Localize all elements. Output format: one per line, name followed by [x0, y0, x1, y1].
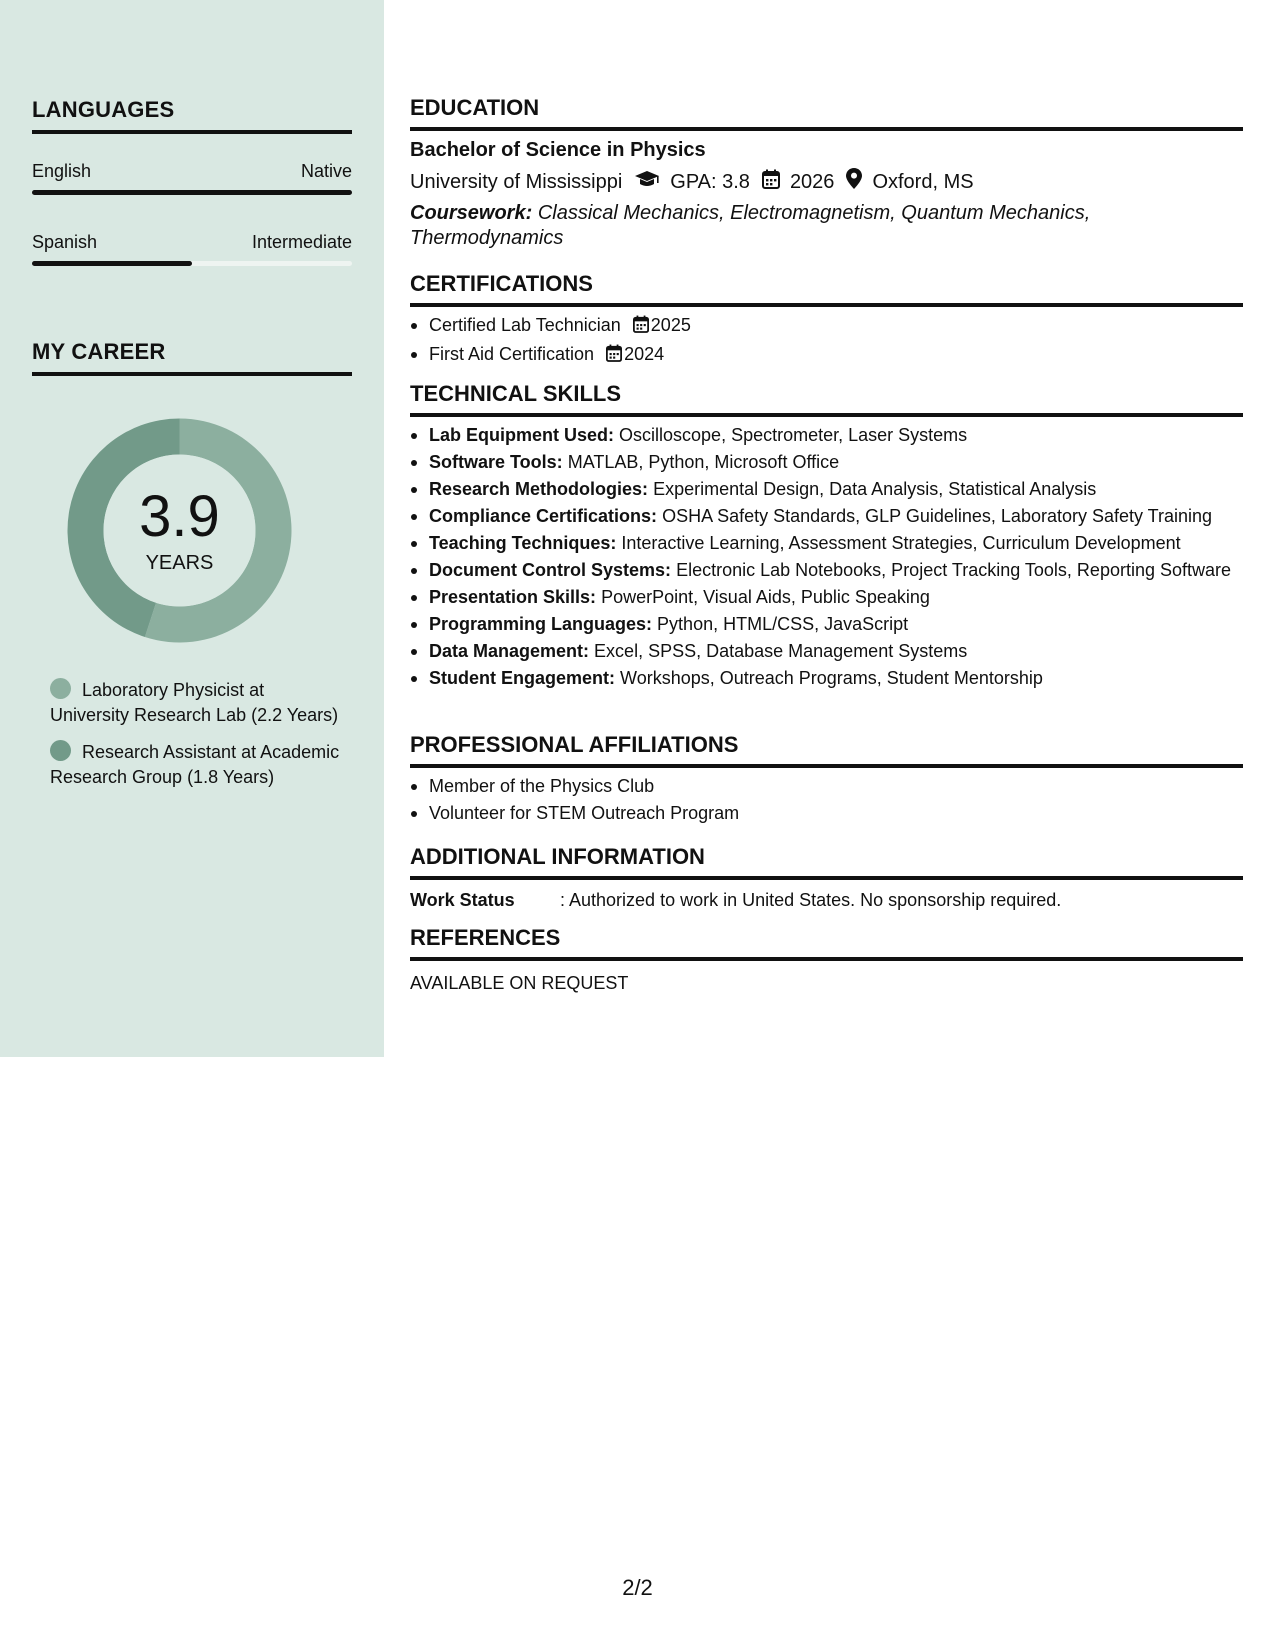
career-legend-label: Research Assistant at Academic Research Group (1.8 Years) — [50, 742, 340, 787]
language-level: Intermediate — [251, 232, 352, 252]
certification-year: 2024 — [624, 344, 665, 364]
affiliations-heading: PROFESSIONAL AFFILIATIONS — [410, 731, 1243, 768]
skill-value: Oscilloscope, Spectrometer, Laser Systems — [619, 425, 968, 445]
certifications-heading: CERTIFICATIONS — [410, 270, 1243, 307]
language-level: Native — [300, 161, 352, 181]
education-section — [410, 94, 1243, 251]
references-section — [410, 924, 1243, 995]
graduation-cap-icon — [634, 169, 660, 195]
language-proficiency-bar — [32, 190, 352, 195]
certification-year: 2025 — [650, 315, 691, 335]
list-item — [410, 450, 1243, 474]
work-status-value: : Authorized to work in United States. No sponsorship required. — [560, 890, 1062, 910]
skill-label: Student Engagement: — [429, 668, 616, 688]
language-proficiency-bar — [32, 261, 352, 266]
list-item — [410, 612, 1243, 636]
list-item: Volunteer for STEM Outreach Program — [410, 801, 1243, 825]
list-item — [410, 423, 1243, 447]
language-name: English — [32, 161, 92, 181]
career-section — [32, 338, 352, 376]
references-text: AVAILABLE ON REQUEST — [410, 973, 629, 993]
education-heading: EDUCATION — [410, 94, 1243, 131]
certifications-section — [410, 270, 1243, 371]
skill-label: Compliance Certifications: — [429, 506, 658, 526]
certifications-list — [410, 313, 1243, 368]
school-name: University of Mississippi — [410, 171, 623, 193]
coursework-list: Classical Mechanics, Electromagnetism, Quantum Mechanics, Thermodynamics — [410, 202, 1091, 249]
list-item — [410, 504, 1243, 528]
career-legend — [50, 678, 340, 802]
career-legend-label: Laboratory Physicist at University Research Lab (2.2 Years) — [50, 680, 339, 725]
affiliations-list — [410, 774, 1243, 825]
skill-label: Programming Languages: — [429, 614, 653, 634]
location-text: Oxford, MS — [872, 171, 974, 193]
legend-dot-icon — [50, 740, 71, 761]
language-proficiency-fill — [32, 190, 352, 195]
career-donut-chart — [66, 417, 293, 644]
coursework — [410, 201, 1243, 251]
career-total-unit: YEARS — [145, 552, 214, 574]
graduation-year: 2026 — [789, 171, 835, 193]
skill-value: Interactive Learning, Assessment Strategies, Curriculum Development — [621, 533, 1181, 553]
skill-label: Research Methodologies: — [429, 479, 649, 499]
technical-skills-heading: TECHNICAL SKILLS — [410, 380, 1243, 417]
skill-value: Workshops, Outreach Programs, Student Mentorship — [620, 668, 1043, 688]
gpa-text: GPA: 3.8 — [670, 171, 750, 193]
skill-value: Excel, SPSS, Database Management Systems — [594, 641, 968, 661]
skill-value: Python, HTML/CSS, JavaScript — [657, 614, 909, 634]
skill-label: Teaching Techniques: — [429, 533, 617, 553]
career-legend-item — [50, 678, 340, 727]
skill-label: Data Management: — [429, 641, 590, 661]
list-item — [410, 342, 1243, 368]
list-item — [410, 558, 1243, 582]
skill-value: PowerPoint, Visual Aids, Public Speaking — [601, 587, 930, 607]
skill-value: OSHA Safety Standards, GLP Guidelines, Laboratory Safety Training — [662, 506, 1213, 526]
work-status-row — [410, 888, 1243, 912]
language-proficiency-fill — [32, 261, 192, 266]
skill-label: Document Control Systems: — [429, 560, 672, 580]
skill-label: Lab Equipment Used: — [429, 425, 615, 445]
skill-label: Presentation Skills: — [429, 587, 597, 607]
references-heading: REFERENCES — [410, 924, 1243, 961]
career-legend-item — [50, 740, 340, 789]
skill-label: Software Tools: — [429, 452, 563, 472]
sidebar — [0, 0, 384, 1057]
language-item — [32, 160, 352, 195]
affiliations-section — [410, 731, 1243, 828]
language-item — [32, 231, 352, 266]
list-item — [410, 313, 1243, 339]
coursework-label: Coursework: — [410, 202, 533, 224]
page-number: 2/2 — [622, 1575, 653, 1600]
list-item — [410, 639, 1243, 663]
skill-value: Electronic Lab Notebooks, Project Tracking Tools, Reporting Software — [676, 560, 1232, 580]
list-item — [410, 531, 1243, 555]
list-item — [410, 477, 1243, 501]
technical-skills-section — [410, 380, 1243, 693]
list-item — [410, 585, 1243, 609]
education-meta — [410, 168, 1243, 196]
calendar-icon — [633, 315, 649, 339]
calendar-icon — [762, 169, 780, 196]
skill-value: Experimental Design, Data Analysis, Statistical Analysis — [653, 479, 1097, 499]
calendar-icon — [606, 344, 622, 368]
language-name: Spanish — [32, 232, 98, 252]
map-pin-icon — [846, 168, 862, 196]
work-status-label: Work Status — [410, 890, 515, 910]
languages-heading: LANGUAGES — [32, 96, 352, 134]
list-item — [410, 666, 1243, 690]
degree-title: Bachelor of Science in Physics — [410, 139, 706, 161]
certification-name: Certified Lab Technician — [429, 315, 621, 335]
list-item: Member of the Physics Club — [410, 774, 1243, 798]
languages-section — [32, 96, 352, 266]
legend-dot-icon — [50, 678, 71, 699]
certification-name: First Aid Certification — [429, 344, 595, 364]
additional-info-section — [410, 843, 1243, 912]
skill-value: MATLAB, Python, Microsoft Office — [567, 452, 840, 472]
career-heading: MY CAREER — [32, 338, 352, 376]
career-total-value: 3.9 — [139, 484, 220, 549]
technical-skills-list — [410, 423, 1243, 690]
additional-info-heading: ADDITIONAL INFORMATION — [410, 843, 1243, 880]
